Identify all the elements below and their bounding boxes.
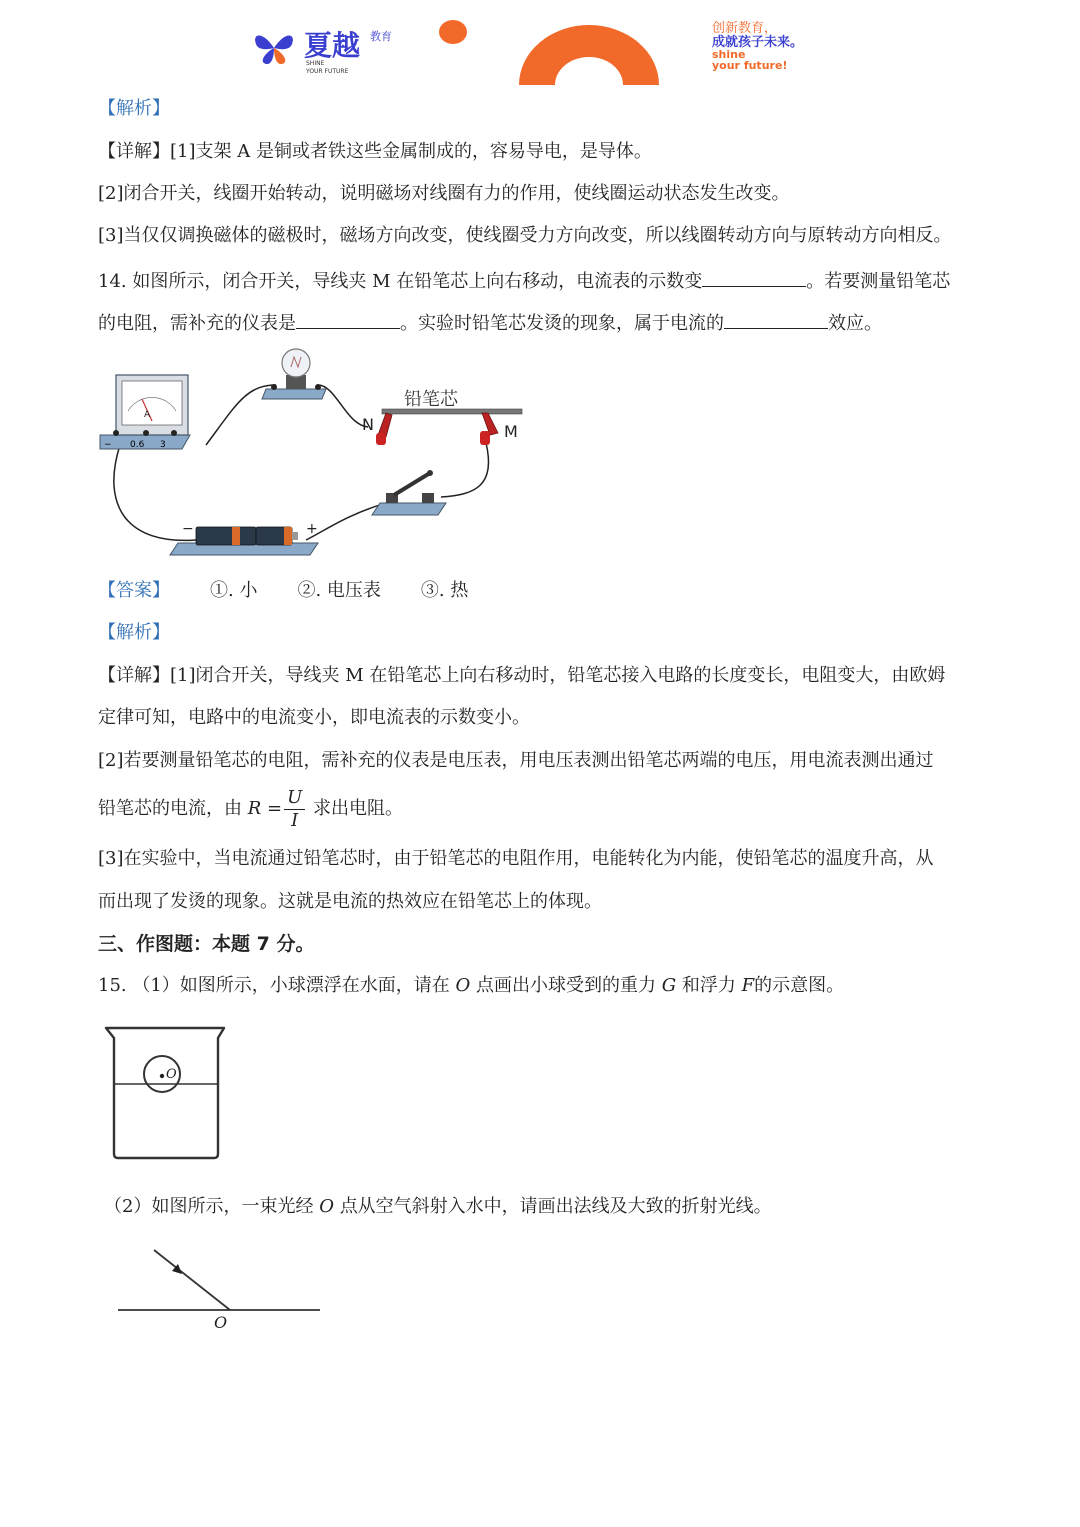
orange-arch-icon [519, 25, 659, 85]
slogan-line-3: shine [712, 48, 746, 61]
ammeter-term-06: 0.6 [130, 440, 145, 450]
q15-part2-post: 点从空气斜射入水中，请画出法线及大致的折射光线。 [339, 1196, 772, 1217]
brand-sup: 教育 [370, 30, 392, 43]
q14-stem-2a: 的电阻，需补充的仪表是 [98, 313, 296, 334]
q14-answer-line [98, 578, 468, 604]
q14-detail-2b-pre: 铅笔芯的电流，由 [98, 798, 242, 819]
q14-stem-line-2 [98, 308, 882, 337]
light-bulb [262, 349, 326, 399]
clip-n-label: N [362, 415, 374, 434]
switch [372, 470, 446, 515]
butterfly-logo-icon [252, 28, 296, 68]
slogan-line-4: your future! [712, 59, 788, 72]
pencil-lead-label: 铅笔芯 [404, 389, 458, 410]
q14-detail-1b: 定律可知，电路中的电流变小，即电流表的示数变小。 [98, 707, 530, 728]
q15-part2-o: O [319, 1196, 334, 1217]
battery-minus-label: − [182, 521, 194, 537]
q14-detail-3b: 而出现了发烫的现象。这就是电流的热效应在铅笔芯上的体现。 [98, 891, 602, 912]
q13-analysis-tag: 【解析】 [98, 98, 170, 119]
brand-en-2: YOUR FUTURE [306, 68, 349, 75]
slogan-line-1: 创新教育， [712, 21, 778, 36]
slogan [712, 22, 852, 72]
q14-analysis-tag: 【解析】 [98, 622, 170, 643]
q14-blank-1[interactable] [702, 266, 806, 287]
light-ray-figure [114, 1244, 334, 1344]
brand-en-1: SHINE [306, 60, 325, 67]
ray-o-label: O [214, 1313, 228, 1332]
q15-part1-mid1: 点画出小球受到的重力 [476, 975, 657, 996]
ammeter [100, 375, 190, 450]
q14-detail-3a: [3]在实验中，当电流通过铅笔芯时，由于铅笔芯的电阻作用，电能转化为内能，使铅笔芯的温度升高，从 [98, 848, 934, 869]
q14-blank-2[interactable] [296, 308, 400, 329]
q14-detail-2b [98, 784, 403, 834]
q15-part1-post: 的示意图。 [754, 975, 845, 996]
ammeter-symbol: A [144, 410, 151, 420]
battery [170, 521, 318, 555]
q14-answer-3: ③. 热 [420, 580, 469, 601]
ammeter-term-3: 3 [160, 440, 166, 450]
beaker-figure [102, 1022, 232, 1162]
q15-part1-stem [98, 973, 844, 999]
battery-plus-label: + [306, 521, 318, 537]
formula-denominator: I [291, 809, 299, 831]
q13-detail-2: [2]闭合开关，线圈开始转动，说明磁场对线圈有力的作用，使线圈运动状态发生改变。 [98, 183, 790, 204]
pencil-lead [362, 389, 522, 445]
q14-detail-2a: [2]若要测量铅笔芯的电阻，需补充的仪表是电压表，用电压表测出铅笔芯两端的电压，用电流表测出通过 [98, 750, 934, 771]
q14-detail-1a: 【详解】[1]闭合开关，导线夹 M 在铅笔芯上向右移动时，铅笔芯接入电路的长度变长，电阻变大，由欧姆 [98, 665, 946, 686]
beaker-o-label: O [166, 1067, 177, 1082]
brand-name: 夏越 [304, 29, 361, 62]
q15-part2-pre: （2）如图所示，一束光经 [104, 1196, 314, 1217]
q15-part1-o: O [455, 975, 471, 996]
q13-detail-3: [3]当仅仅调换磁体的磁极时，磁场方向改变，使线圈受力方向改变，所以线圈转动方向与原转动方向相反。 [98, 225, 952, 246]
wire-m-switch [441, 443, 489, 497]
q14-answer-tag: 【答案】 [98, 580, 170, 601]
q14-stem-2c: 效应。 [828, 313, 882, 334]
formula-fraction [284, 787, 305, 832]
q15-part1-f: F [741, 975, 755, 996]
q14-stem-1a: 14. 如图所示，闭合开关，导线夹 M 在铅笔芯上向右移动，电流表的示数变 [98, 271, 703, 292]
orange-dot-icon [439, 20, 467, 44]
q15-part1-g: G [661, 975, 677, 996]
q14-detail-2b-post: 求出电阻。 [313, 798, 403, 819]
formula-numerator: U [284, 787, 305, 810]
q14-stem-line-1 [98, 266, 950, 295]
formula-lhs: R = [247, 798, 283, 819]
circuit-figure [96, 345, 536, 565]
header-logo [252, 24, 412, 76]
clip-m-label: M [504, 422, 518, 441]
ammeter-term-minus: − [104, 440, 112, 450]
q14-blank-3[interactable] [724, 308, 828, 329]
q15-part1-pre: 15. （1）如图所示，小球漂浮在水面，请在 [98, 975, 450, 996]
q14-stem-2b: 。实验时铅笔芯发烫的现象，属于电流的 [400, 313, 724, 334]
q14-answer-1: ①. 小 [210, 580, 258, 601]
q13-detail-1: 【详解】[1]支架 A 是铜或者铁这些金属制成的，容易导电，是导体。 [98, 141, 652, 162]
section-3-heading: 三、作图题：本题 7 分。 [98, 933, 315, 955]
q15-part2-stem [104, 1194, 772, 1220]
slogan-line-2: 成就孩子未来。 [712, 35, 804, 50]
q14-stem-1b: 。若要测量铅笔芯 [806, 271, 951, 292]
wire-switch-battery [306, 503, 386, 540]
q14-answer-2: ②. 电压表 [297, 580, 381, 601]
q15-part1-mid2: 和浮力 [681, 975, 736, 996]
